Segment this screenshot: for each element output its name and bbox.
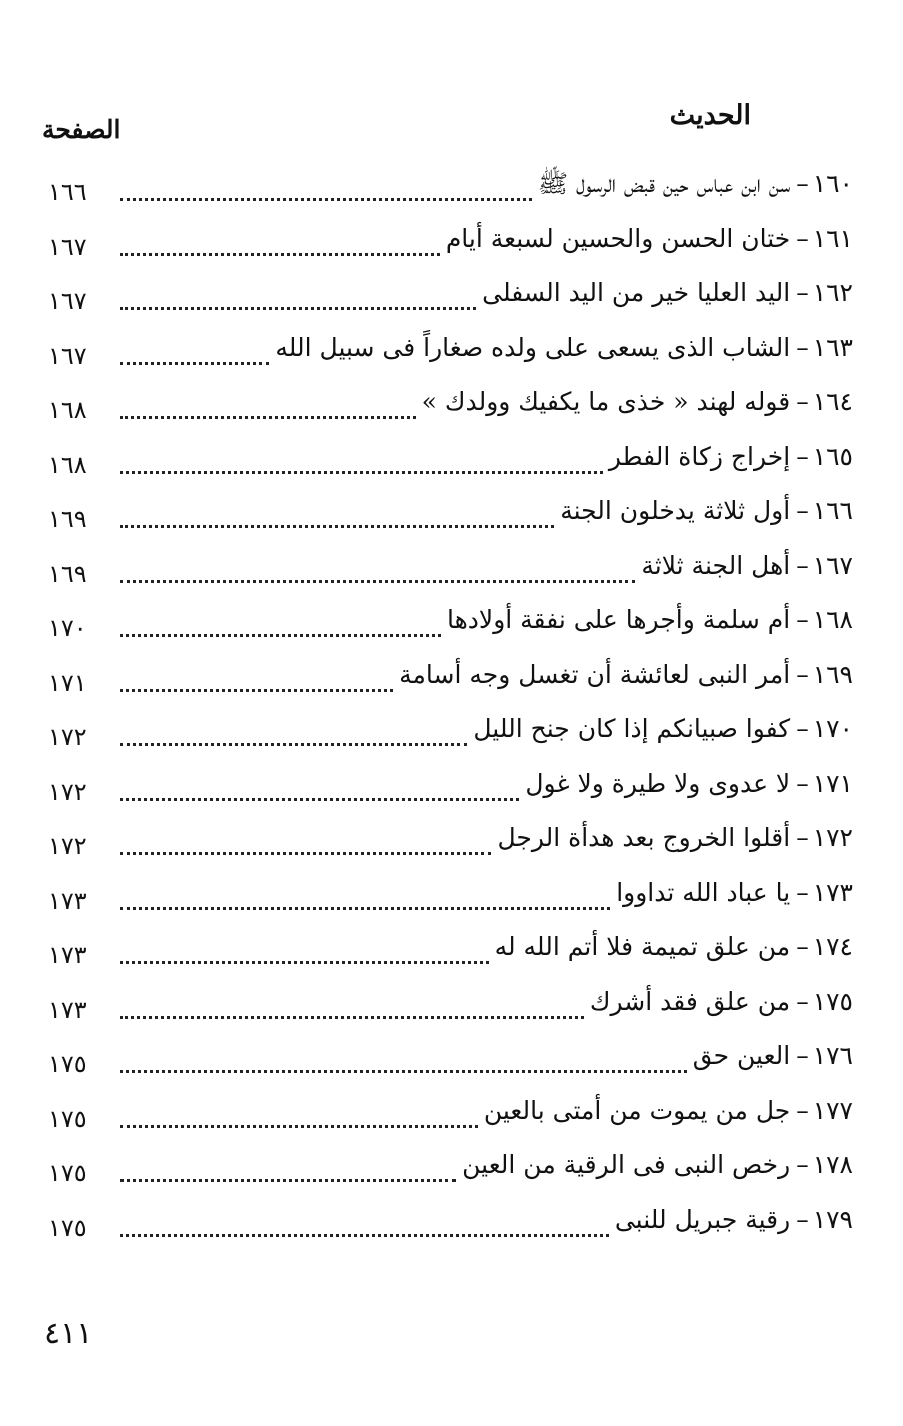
toc-row — [48, 760, 853, 815]
hadith-number: ١٧٧ — [812, 1095, 853, 1125]
toc-entry — [615, 1202, 853, 1238]
entry-dash: – — [796, 605, 809, 634]
page-ref: ١٧٠ — [48, 614, 87, 642]
hadith-title: من علق تميمة فلا أتم الله له — [494, 932, 791, 961]
entry-dash: – — [796, 1041, 809, 1070]
toc-row — [48, 324, 853, 379]
dot-leader — [120, 1121, 478, 1128]
hadith-number: ١٧٤ — [812, 932, 853, 961]
dot-leader — [120, 467, 603, 474]
dot-leader — [120, 358, 269, 365]
hadith-title: أم سلمة وأجرها على نفقة أولادها — [447, 605, 791, 634]
hadith-number: ١٧٠ — [812, 714, 853, 743]
page-ref: ١٧٥ — [48, 1104, 87, 1133]
toc-row — [48, 1196, 853, 1251]
toc-row — [48, 1087, 853, 1142]
entry-dash: – — [796, 1150, 809, 1179]
hadith-number: ١٦٣ — [812, 332, 853, 362]
hadith-title: جل من يموت من أمتى بالعين — [483, 1095, 791, 1125]
dot-leader — [120, 521, 554, 528]
hadith-number: ١٦١ — [812, 223, 853, 253]
hadith-number: ١٧٢ — [812, 823, 853, 852]
hadith-title: الشاب الذى يسعى على ولده صغاراً فى سبيل الله — [275, 332, 791, 362]
hadith-number: ١٧١ — [812, 768, 853, 798]
hadith-number: ١٦٢ — [812, 278, 853, 307]
toc-row — [48, 869, 853, 924]
toc-entry — [641, 548, 853, 584]
hadith-title: لا عدوى ولا طيرة ولا غول — [525, 768, 791, 798]
entry-dash: – — [796, 223, 809, 253]
hadith-number: ١٧٦ — [812, 1041, 853, 1070]
hadith-number: ١٧٣ — [812, 877, 853, 907]
toc-row — [48, 160, 853, 215]
page-ref: ١٧٥ — [48, 1159, 87, 1187]
page-number: ٤١١ — [44, 1316, 93, 1351]
toc-entry — [497, 820, 853, 856]
toc-row — [48, 433, 853, 488]
entry-dash: – — [796, 932, 809, 961]
entry-dash: – — [796, 550, 809, 580]
hadith-number: ١٧٩ — [812, 1204, 853, 1234]
hadith-title: إخراج زكاة الفطر — [608, 441, 791, 471]
entry-dash: – — [796, 441, 809, 471]
dot-leader — [120, 412, 416, 419]
toc-entry — [525, 766, 853, 802]
hadith-title: يا عباد الله تداووا — [616, 877, 791, 907]
page-ref: ١٦٧ — [48, 341, 87, 370]
hadith-title: العين حق — [692, 1041, 791, 1070]
page-ref: ١٦٨ — [48, 450, 87, 479]
toc-row — [48, 487, 853, 542]
toc-entry — [462, 1147, 853, 1183]
toc-entry — [590, 984, 853, 1020]
entry-dash: – — [796, 768, 809, 798]
hadith-number: ١٦٤ — [812, 387, 853, 416]
hadith-title: رخص النبى فى الرقية من العين — [462, 1150, 791, 1179]
toc-row — [48, 923, 853, 978]
toc-entry — [399, 657, 853, 693]
page-ref: ١٦٦ — [48, 178, 87, 206]
page-column-header: الصفحة — [42, 115, 121, 144]
dot-leader — [120, 194, 532, 201]
toc-row — [48, 269, 853, 324]
toc-row — [48, 378, 853, 433]
dot-leader — [120, 1230, 609, 1237]
page-ref: ١٧٣ — [48, 886, 87, 915]
toc-row — [48, 542, 853, 597]
toc-row — [48, 1032, 853, 1087]
entry-dash: – — [796, 332, 809, 362]
hadith-number: ١٧٥ — [812, 986, 853, 1016]
toc-entry — [446, 221, 853, 257]
toc-row — [48, 596, 853, 651]
hadith-title: من علق فقد أشرك — [589, 986, 791, 1016]
toc-entry — [538, 166, 853, 202]
hadith-title: كفوا صبيانكم إذا كان جنح الليل — [473, 714, 791, 743]
hadith-number: ١٦٧ — [812, 550, 853, 580]
dot-leader — [120, 249, 440, 256]
dot-leader — [120, 957, 489, 964]
hadith-title: قوله لهند « خذى ما يكفيك وولدك » — [421, 387, 791, 416]
toc-row — [48, 215, 853, 270]
entry-dash: – — [796, 714, 809, 743]
page-ref: ١٦٨ — [48, 396, 87, 424]
page-ref: ١٧٥ — [48, 1213, 87, 1242]
entry-dash: – — [796, 496, 809, 525]
entry-dash: – — [796, 659, 809, 689]
entry-dash: – — [796, 877, 809, 907]
page-ref: ١٧٢ — [48, 723, 87, 751]
toc-row — [48, 814, 853, 869]
hadith-title: أهل الجنة ثلاثة — [641, 550, 791, 580]
dot-leader — [120, 685, 393, 692]
entry-dash: – — [796, 169, 809, 198]
hadith-title: أمر النبى لعائشة أن تغسل وجه أسامة — [399, 659, 791, 689]
toc-entry — [484, 1093, 853, 1129]
toc-entry — [422, 384, 853, 420]
page-ref: ١٧٥ — [48, 1050, 87, 1078]
page-ref: ١٦٩ — [48, 559, 87, 588]
hadith-number: ١٦٥ — [812, 441, 853, 471]
page-ref: ١٦٧ — [48, 287, 87, 315]
dot-leader — [120, 1175, 456, 1182]
dot-leader — [120, 630, 441, 637]
dot-leader — [120, 576, 635, 583]
dot-leader — [120, 794, 519, 801]
toc-entry — [560, 493, 853, 529]
hadith-title: أول ثلاثة يدخلون الجنة — [560, 496, 791, 525]
toc-entry — [447, 602, 853, 638]
hadith-title: رقية جبريل للنبى — [614, 1204, 791, 1234]
hadith-title: أقلوا الخروج بعد هدأة الرجل — [497, 823, 791, 852]
toc-entry — [693, 1038, 853, 1074]
toc-entry — [616, 875, 853, 911]
dot-leader — [120, 1066, 687, 1073]
entry-dash: – — [796, 1095, 809, 1125]
entry-dash: – — [796, 387, 809, 416]
hadith-number: ١٦٩ — [812, 659, 853, 689]
toc-row — [48, 1141, 853, 1196]
toc-list — [48, 160, 853, 1250]
page-ref: ١٦٧ — [48, 232, 87, 261]
hadith-number: ١٧٨ — [812, 1150, 853, 1179]
dot-leader — [120, 739, 467, 746]
entry-dash: – — [796, 1204, 809, 1234]
dot-leader — [120, 903, 610, 910]
hadith-title: ختان الحسن والحسين لسبعة أيام — [445, 223, 791, 253]
toc-entry — [275, 330, 853, 366]
hadith-title: اليد العليا خير من اليد السفلى — [482, 278, 791, 307]
entry-dash: – — [796, 986, 809, 1016]
page-ref: ١٧٢ — [48, 777, 87, 806]
dot-leader — [120, 848, 491, 855]
toc-row — [48, 705, 853, 760]
hadith-number: ١٦٨ — [812, 605, 853, 634]
entry-dash: – — [796, 278, 809, 307]
page-ref: ١٧١ — [48, 668, 87, 697]
toc-row — [48, 978, 853, 1033]
hadith-column-header: الحديث — [669, 100, 751, 131]
toc-entry — [482, 275, 853, 311]
toc-entry — [495, 929, 853, 965]
hadith-title: سن ابن عباس حين قبض الرسول ﷺ — [537, 169, 791, 198]
toc-row — [48, 651, 853, 706]
page-ref: ١٦٩ — [48, 505, 87, 533]
page-ref: ١٧٣ — [48, 995, 87, 1024]
page-ref: ١٧٣ — [48, 941, 87, 969]
page-ref: ١٧٢ — [48, 832, 87, 860]
dot-leader — [120, 303, 476, 310]
toc-entry — [609, 439, 853, 475]
hadith-number: ١٦٦ — [812, 496, 853, 525]
entry-dash: – — [796, 823, 809, 852]
toc-entry — [473, 711, 853, 747]
hadith-number: ١٦٠ — [812, 169, 853, 198]
dot-leader — [120, 1012, 584, 1019]
